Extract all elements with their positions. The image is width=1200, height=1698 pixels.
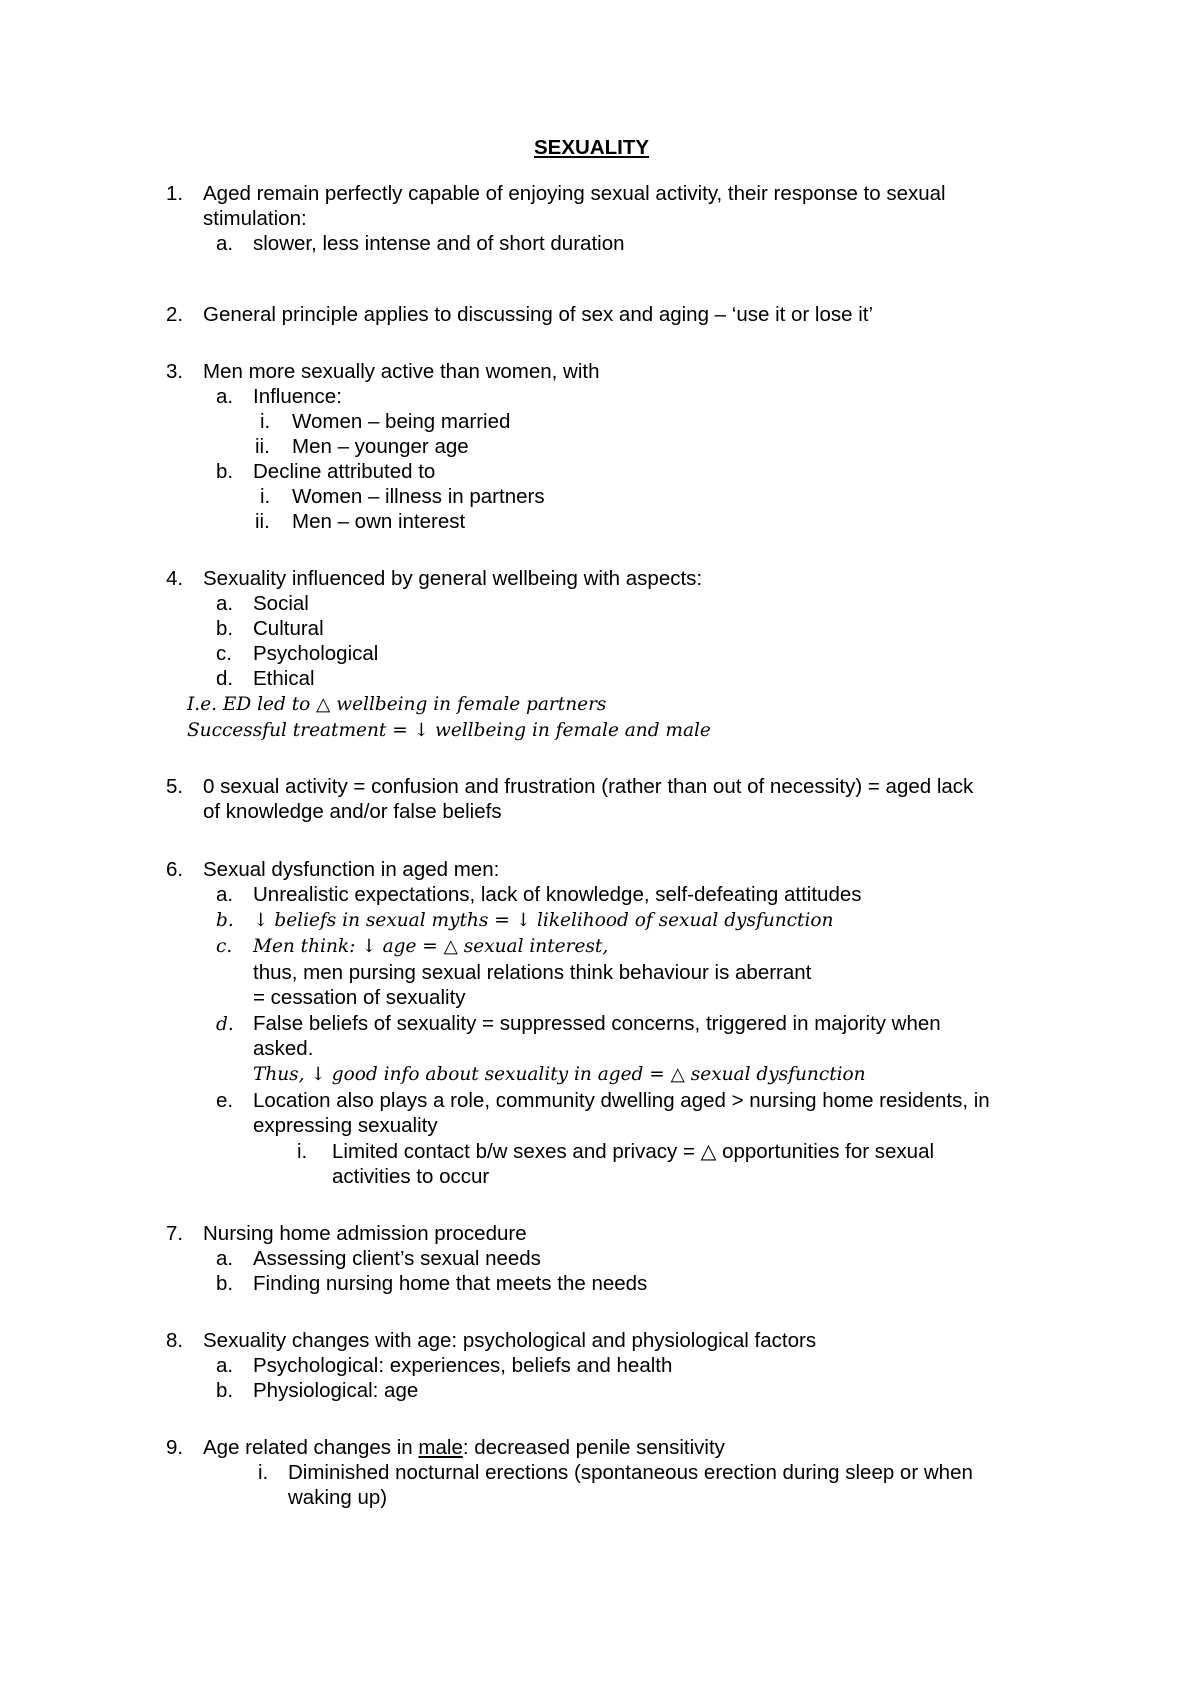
subsub-text: Men – younger age (292, 435, 469, 458)
sub-continuation: thus, men pursing sexual relations think behaviour is aberrant (253, 961, 812, 984)
italic-note: Successful treatment = ↓ wellbeing in female and male (187, 720, 711, 741)
sub-text: Assessing client’s sexual needs (253, 1247, 541, 1270)
item-number: 7. (166, 1222, 184, 1245)
sub-text: Unrealistic expectations, lack of knowledge, self-defeating attitudes (253, 883, 862, 906)
item-number: 6. (166, 858, 184, 881)
subsub-text: Diminished nocturnal erections (spontaneous erection during sleep or when (288, 1461, 973, 1484)
subsub-label: ii. (255, 510, 270, 533)
item-text: General principle applies to discussing of sex and aging – ‘use it or lose it’ (203, 303, 874, 326)
underlined-word: male (418, 1436, 463, 1459)
sub-label: b. (216, 910, 234, 931)
item-text: Aged remain perfectly capable of enjoying sexual activity, their response to sexual (203, 182, 946, 205)
sub-label: a. (216, 1354, 234, 1377)
item-number: 9. (166, 1436, 184, 1459)
sub-text: Decline attributed to (253, 460, 436, 483)
italic-note: Thus, ↓ good info about sexuality in aged = △ sexual dysfunction (253, 1064, 866, 1085)
sub-label: a. (216, 1247, 234, 1270)
sub-label: a. (216, 232, 234, 255)
subsub-text: Men – own interest (292, 510, 466, 533)
sub-continuation: asked. (253, 1037, 314, 1060)
subsub-label: ii. (255, 435, 270, 458)
sub-continuation: = cessation of sexuality (253, 986, 466, 1009)
page-title: SEXUALITY (534, 136, 650, 159)
item-text-start: Age related changes in (203, 1436, 419, 1459)
item-text: Men more sexually active than women, with (203, 360, 600, 383)
subsub-label: i. (258, 1461, 269, 1484)
item-text: stimulation: (203, 207, 307, 230)
sub-text: Physiological: age (253, 1379, 419, 1402)
sub-text: ↓ beliefs in sexual myths = ↓ likelihood of sexual dysfunction (253, 910, 834, 931)
item-number: 5. (166, 775, 184, 798)
item-text: Sexuality changes with age: psychological and physiological factors (203, 1329, 817, 1352)
sub-label: b. (216, 1272, 234, 1295)
sub-continuation: expressing sexuality (253, 1114, 438, 1137)
subsub-continuation: activities to occur (332, 1165, 490, 1188)
sub-label: a. (216, 883, 234, 906)
sub-text: Ethical (253, 667, 315, 690)
item-text: Sexuality influenced by general wellbeing with aspects: (203, 567, 703, 590)
sub-text: Influence: (253, 385, 342, 408)
subsub-text: Limited contact b/w sexes and privacy = △ opportunities for sexual (332, 1140, 935, 1163)
subsub-text: Women – illness in partners (292, 485, 545, 508)
subsub-text: Women – being married (292, 410, 511, 433)
subsub-continuation: waking up) (288, 1486, 388, 1509)
sub-text: slower, less intense and of short duration (253, 232, 625, 255)
sub-label: b. (216, 617, 234, 640)
sub-text: Psychological: experiences, beliefs and health (253, 1354, 673, 1377)
sub-label: b. (216, 1379, 234, 1402)
item-text: 0 sexual activity = confusion and frustration (rather than out of necessity) = aged lack (203, 775, 974, 798)
item-text: Sexual dysfunction in aged men: (203, 858, 500, 881)
sub-label: b. (216, 460, 234, 483)
sub-text: Men think: ↓ age = △ sexual interest, (253, 936, 609, 957)
sub-text: Finding nursing home that meets the needs (253, 1272, 648, 1295)
item-text-end: : decreased penile sensitivity (462, 1436, 725, 1459)
item-number: 3. (166, 360, 184, 383)
subsub-label: i. (260, 485, 271, 508)
sub-label: a. (216, 592, 234, 615)
item-number: 8. (166, 1329, 184, 1352)
sub-label: c. (216, 936, 233, 957)
sub-label: e. (216, 1089, 234, 1112)
sub-label: c. (216, 642, 232, 665)
sub-text: Cultural (253, 617, 324, 640)
item-number: 1. (166, 182, 184, 205)
item-text: Nursing home admission procedure (203, 1222, 527, 1245)
sub-text: Location also plays a role, community dwelling aged > nursing home residents, in (253, 1089, 990, 1112)
sub-label: d. (216, 667, 234, 690)
item-number: 4. (166, 567, 184, 590)
subsub-label: i. (260, 410, 271, 433)
item-text (203, 1435, 725, 1460)
sub-text: Psychological (253, 642, 379, 665)
item-text: of knowledge and/or false beliefs (203, 800, 502, 823)
item-number: 2. (166, 303, 184, 326)
italic-note: I.e. ED led to △ wellbeing in female partners (187, 694, 607, 715)
sub-label: a. (216, 385, 234, 408)
sub-text: Social (253, 592, 309, 615)
sub-label: d. (216, 1014, 234, 1035)
sub-text: False beliefs of sexuality = suppressed concerns, triggered in majority when (253, 1012, 941, 1035)
subsub-label: i. (297, 1140, 308, 1163)
